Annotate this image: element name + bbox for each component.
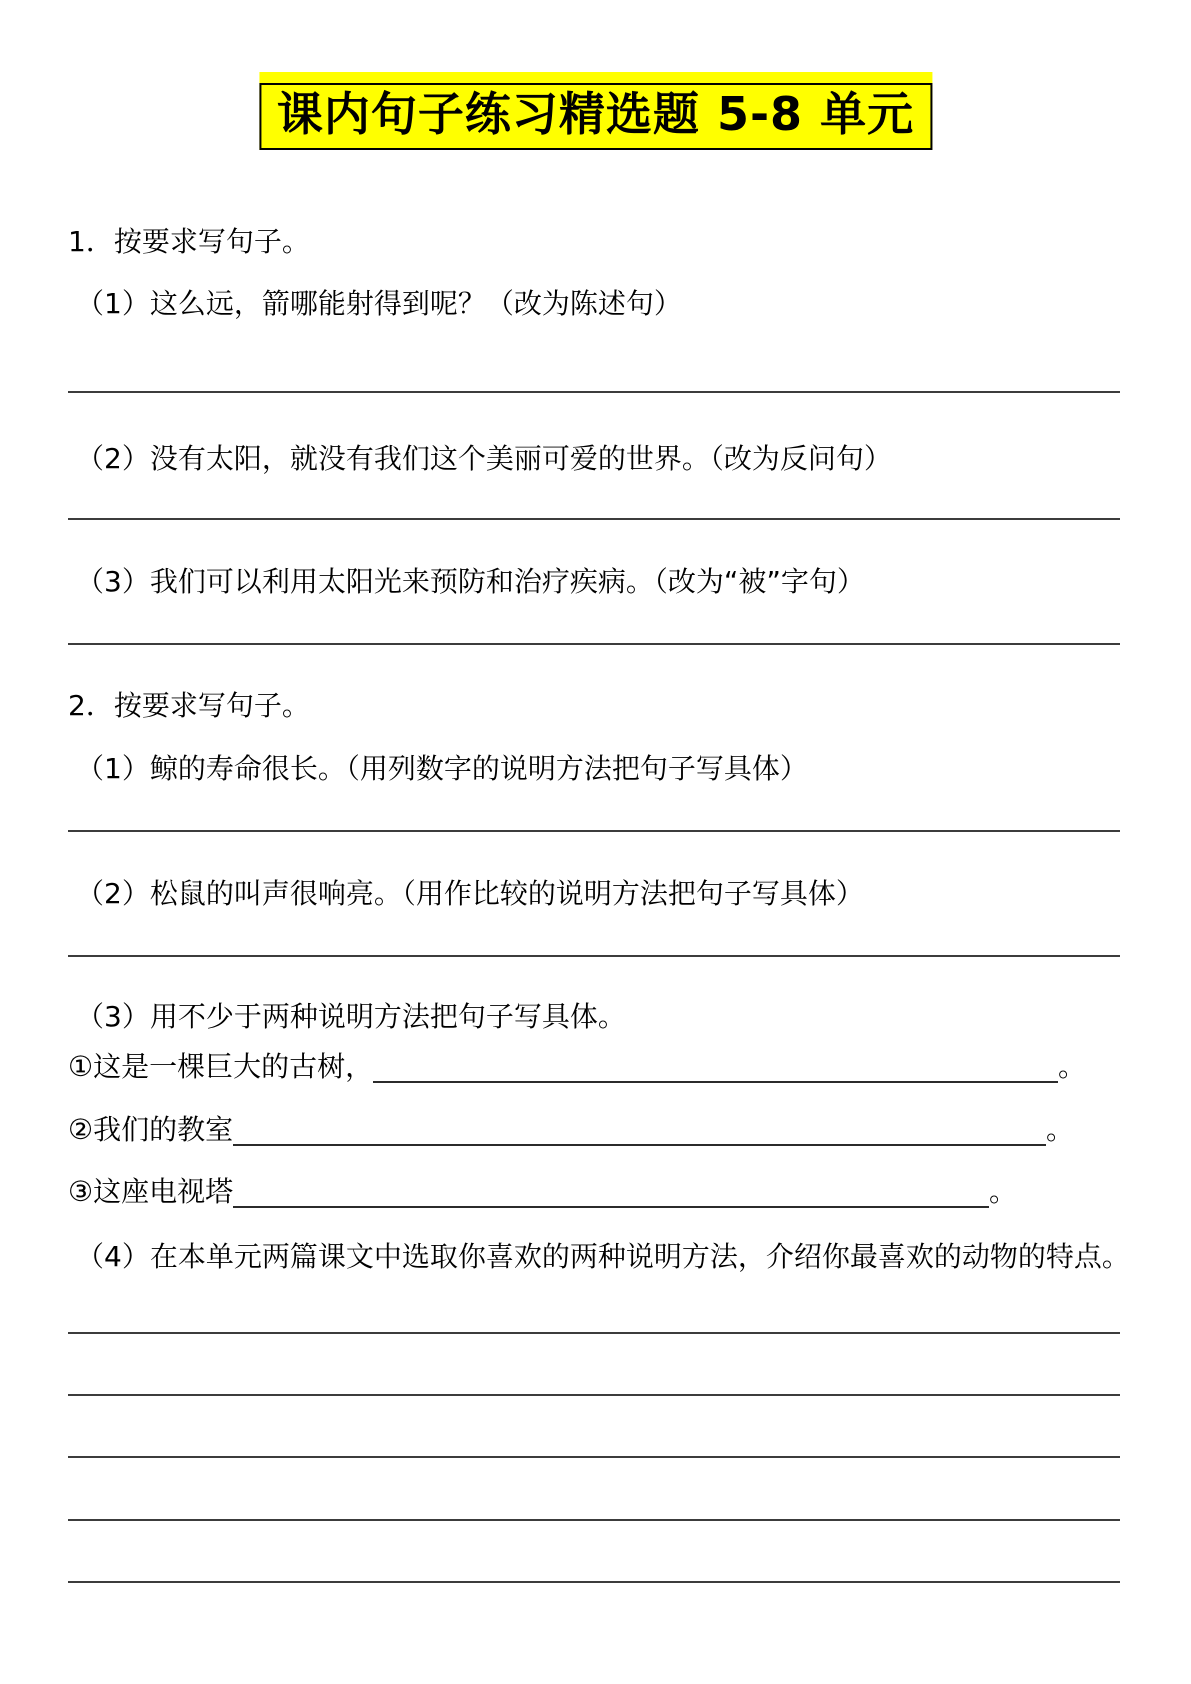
fill-in-2-prefix: ②我们的教室 bbox=[68, 1113, 234, 1146]
fill-in-3-period: 。 bbox=[988, 1175, 1017, 1208]
answer-line[interactable] bbox=[68, 1456, 1120, 1458]
answer-line[interactable] bbox=[68, 1519, 1120, 1521]
answer-line[interactable] bbox=[68, 518, 1120, 520]
question-2-heading: 2．按要求写句子。 bbox=[68, 689, 310, 722]
answer-line[interactable] bbox=[68, 830, 1120, 832]
fill-in-1-prefix: ①这是一棵巨大的古树， bbox=[68, 1050, 374, 1083]
question-2-item-3: （3）用不少于两种说明方法把句子写具体。 bbox=[76, 1000, 626, 1033]
question-1-item-2: （2）没有太阳，就没有我们这个美丽可爱的世界。（改为反问句） bbox=[76, 442, 892, 475]
answer-line[interactable] bbox=[68, 1332, 1120, 1334]
title-highlight bbox=[259, 72, 932, 150]
answer-line[interactable] bbox=[68, 391, 1120, 393]
fill-in-sentence-3 bbox=[68, 1176, 1017, 1208]
question-2-item-4: （4）在本单元两篇课文中选取你喜欢的两种说明方法，介绍你最喜欢的动物的特点。 bbox=[76, 1240, 1130, 1273]
fill-in-2-blank[interactable] bbox=[233, 1114, 1046, 1146]
answer-line[interactable] bbox=[68, 1394, 1120, 1396]
fill-in-sentence-2 bbox=[68, 1114, 1074, 1146]
fill-in-sentence-1 bbox=[68, 1051, 1086, 1083]
fill-in-3-blank[interactable] bbox=[233, 1176, 989, 1208]
answer-line[interactable] bbox=[68, 643, 1120, 645]
fill-in-3-prefix: ③这座电视塔 bbox=[68, 1175, 234, 1208]
question-2-item-1: （1）鲸的寿命很长。（用列数字的说明方法把句子写具体） bbox=[76, 752, 808, 785]
question-2-item-2: （2）松鼠的叫声很响亮。（用作比较的说明方法把句子写具体） bbox=[76, 877, 864, 910]
question-1-item-1: （1）这么远，箭哪能射得到呢？（改为陈述句） bbox=[76, 287, 682, 320]
answer-line[interactable] bbox=[68, 955, 1120, 957]
question-1-item-3: （3）我们可以利用太阳光来预防和治疗疾病。（改为“被”字句） bbox=[76, 565, 865, 598]
fill-in-1-period: 。 bbox=[1057, 1050, 1086, 1083]
answer-line[interactable] bbox=[68, 1581, 1120, 1583]
page-title: 课内句子练习精选题 5-8 单元 bbox=[259, 83, 932, 150]
fill-in-1-blank[interactable] bbox=[373, 1051, 1058, 1083]
question-1-heading: 1．按要求写句子。 bbox=[68, 225, 310, 258]
fill-in-2-period: 。 bbox=[1045, 1113, 1074, 1146]
